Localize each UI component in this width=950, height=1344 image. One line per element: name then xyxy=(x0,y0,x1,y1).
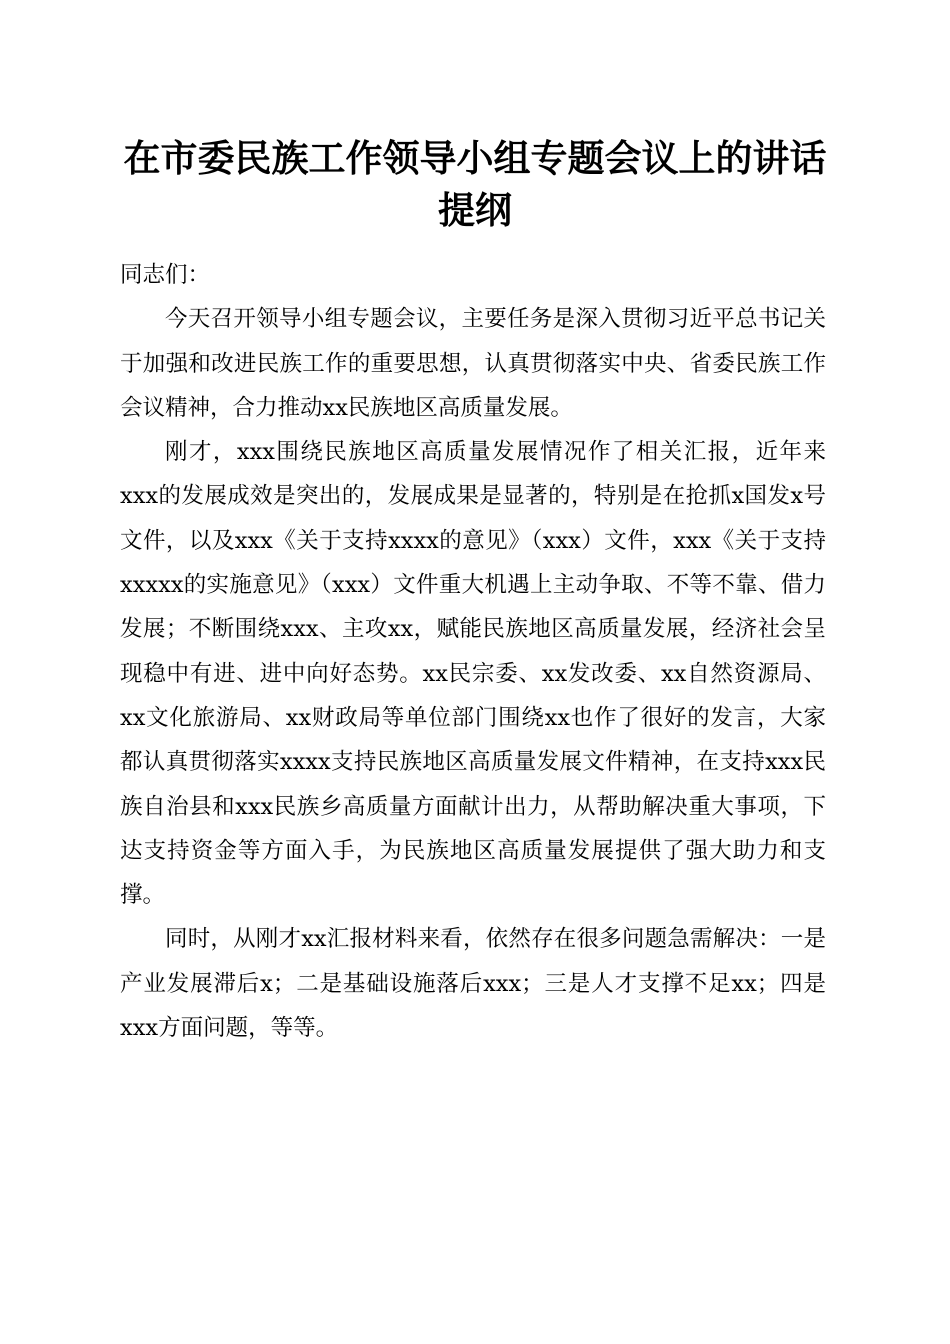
paragraph-1: 今天召开领导小组专题会议，主要任务是深入贯彻习近平总书记关于加强和改进民族工作的重要思想，认真贯彻落实中央、省委民族工作会议精神，合力推动xx民族地区高质量发展。 xyxy=(120,306,826,421)
salutation: 同志们： xyxy=(120,262,211,288)
document-title: 在市委民族工作领导小组专题会议上的讲话提纲 xyxy=(123,136,827,232)
paragraph-3: 同时，从刚才xx汇报材料来看，依然存在很多问题急需解决：一是产业发展滞后x；二是基础设施落后xxx；三是人才支撑不足xx；四是xxx方面问题，等等。 xyxy=(120,926,826,1042)
paragraph-2: 刚才，xxx围绕民族地区高质量发展情况作了相关汇报，近年来xxx的发展成效是突出的，发展成果是显著的，特别是在抢抓x国发x号文件，以及xxx《关于支持xxxx的意见》（xxx）文件，xxx《关于支持xxxxx的实施意见》（xxx）文件重大机遇上主动争取、不等不靠、借力发展；不断围绕xxx、主攻xx，赋能民族地区高质量发展，经济社会呈现稳中有进、进中向好态势。xx民宗委、xx发改委、xx自然资源局、xx文化旅游局、xx财政局等单位部门围绕xx也作了很好的发言，大家都认真贯彻落实xxxx支持民族地区高质量发展文件精神，在支持xxx民族自治县和xxx民族乡高质量方面献计出力，从帮助解决重大事项，下达支持资金等方面入手，为民族地区高质量发展提供了强大助力和支撑。 xyxy=(120,439,826,909)
document-body xyxy=(120,253,826,1050)
